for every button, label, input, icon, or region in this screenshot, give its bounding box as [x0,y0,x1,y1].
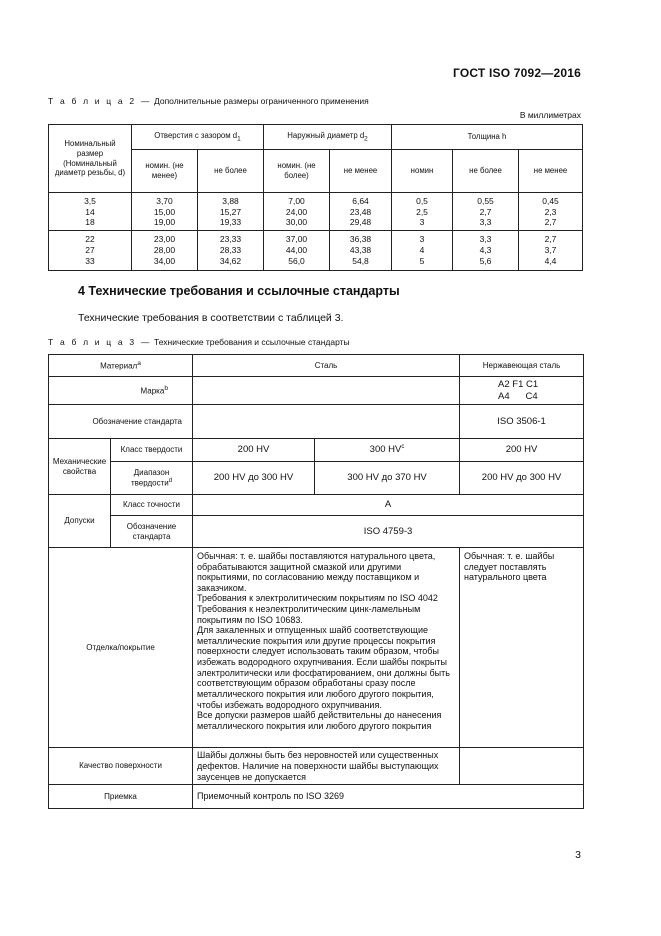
header-hole-nom: номин. (не менее) [132,150,198,193]
grade-stainless-value: A2 F1 C1 A4 C4 [460,377,584,405]
surface-quality-empty [460,748,584,785]
hardness-value-2 [315,439,460,462]
hardness-value-3: 200 HV [460,439,584,462]
header-steel: Сталь [193,355,460,377]
header-outer-nom: номин. (не более) [264,150,330,193]
surface-quality-value: Шайбы должны быть без неровностей или существенных дефектов. Наличие на поверхности шайбы выступающих заусенцев не допускается [193,748,460,785]
table3-caption-prefix: Т а б л и ц а 3 — [48,337,152,347]
mechanical-properties-label: Механические свойства [49,439,111,495]
table2-caption [48,96,369,106]
header-material [49,355,193,377]
accuracy-class-value: A [193,495,584,516]
hardness-range-text: Диапазон твердости [130,467,170,488]
header-stainless: Нержавеющая сталь [460,355,584,377]
header-thick-min: не менее [519,150,583,193]
cell-h-max: 3,3 4,3 5,6 [453,230,519,270]
cell-h-max: 0,55 2,7 3,3 [453,193,519,231]
table2-caption-title: Дополнительные размеры ограниченного применения [154,96,369,106]
acceptance-value: Приемочный контроль по ISO 3269 [193,785,584,809]
cell-hole-nom: 3,70 15,00 19,00 [132,193,198,231]
cell-size: 22 27 33 [49,230,132,270]
cell-outer-min: 36,38 43,38 54,8 [330,230,392,270]
header-hole-diameter [132,125,264,150]
tolerances-label: Допуски [49,495,111,548]
cell-hole-max: 23,33 28,33 34,62 [198,230,264,270]
standard-steel-empty [193,405,460,439]
finish-steel-text: Обычная: т. е. шайбы поставляются натурального цвета, обрабатываются защитной смазкой или другими покрытиями, по согласованию между поставщиком и заказчиком. Требования к электролитическим покрытиям по ISO 4042 Требования к неэлектролитическим цинк-ламельным покрытиям по ISO 10683. Для закаленных и отпущенных шайб соответствующие металлические покрытия или другие процессы покрытия поверхности следует использовать таким образом, чтобы избежать водородного охрупчивания. Если шайбы покрыты электролитически или фосфатированием, они должны быть соответствующим образом обработаны сразу после металлического покрытия или любого другого покрытия, чтобы избежать водородного охрупчивания. Все допуски размеров шайб действительны до нанесения металлического покрытия или любого другого покрытия [193,548,460,748]
table3 [48,354,584,809]
acceptance-label: Приемка [49,785,193,809]
header-outer-sub: 2 [364,135,368,143]
section-heading: 4 Технические требования и ссылочные стандарты [78,284,400,298]
tolerance-standard-value: ISO 4759-3 [193,516,584,548]
grade-label-text: Марка [140,386,165,396]
cell-outer-nom: 37,00 44,00 56,0 [264,230,330,270]
header-nominal-size: Номинальный размер (Номинальный диаметр резьбы, d) [49,125,132,193]
cell-h-nom: 0,5 2,5 3 [392,193,453,231]
tolerance-standard-label: Обозначение стандарта [111,516,193,548]
table3-caption-title: Технические требования и ссылочные стандарты [154,337,350,347]
standard-label: Обозначение стандарта [49,405,193,439]
table2-caption-prefix: Т а б л и ц а 2 — [48,96,152,106]
header-hole-text: Отверстия с зазором d [154,130,238,140]
header-thick-nom: номин [392,150,453,193]
hardness-class-label: Класс твердости [111,439,193,462]
header-hole-max: не более [198,150,264,193]
cell-h-min: 0,45 2,3 2,7 [519,193,583,231]
header-outer-min: не менее [330,150,392,193]
cell-hole-max: 3,88 15,27 19,33 [198,193,264,231]
cell-hole-nom: 23,00 28,00 34,00 [132,230,198,270]
hardness-range-3: 200 HV до 300 HV [460,462,584,495]
header-outer-diameter [264,125,392,150]
accuracy-class-label: Класс точности [111,495,193,516]
hardness-value-2-sup: c [401,443,405,450]
grade-steel-empty [193,377,460,405]
header-thickness: Толщина h [392,125,583,150]
hardness-value-2-text: 300 HV [369,444,402,456]
cell-outer-min: 6,64 23,48 29,48 [330,193,392,231]
header-thick-max: не более [453,150,519,193]
hardness-value-1: 200 HV [193,439,315,462]
finish-stainless-text: Обычная: т. е. шайбы следует поставлять натурального цвета [460,548,584,748]
header-material-sup: a [137,359,141,367]
standard-stainless-value: ISO 3506-1 [460,405,584,439]
header-outer-text: Наружный диаметр d [287,130,365,140]
table3-caption [48,337,350,347]
cell-outer-nom: 7,00 24,00 30,00 [264,193,330,231]
header-hole-sub: 1 [237,135,241,143]
grade-label-sup: b [164,384,169,392]
surface-quality-label: Качество поверхности [49,748,193,785]
hardness-range-1: 200 HV до 300 HV [193,462,315,495]
hardness-range-label [111,462,193,495]
table2 [48,124,583,271]
hardness-range-2: 300 HV до 370 HV [315,462,460,495]
section-paragraph: Технические требования в соответствии с таблицей 3. [78,312,344,324]
cell-size: 3,5 14 18 [49,193,132,231]
standard-number: ГОСТ ISO 7092—2016 [452,66,581,80]
unit-label: В миллиметрах [519,110,581,120]
cell-h-nom: 3 4 5 [392,230,453,270]
grade-label [49,377,193,405]
page-number: 3 [575,849,581,861]
hardness-range-sup: d [168,477,173,484]
header-material-text: Материал [100,361,138,371]
finish-label: Отделка/покрытие [49,548,193,748]
cell-h-min: 2,7 3,7 4,4 [519,230,583,270]
